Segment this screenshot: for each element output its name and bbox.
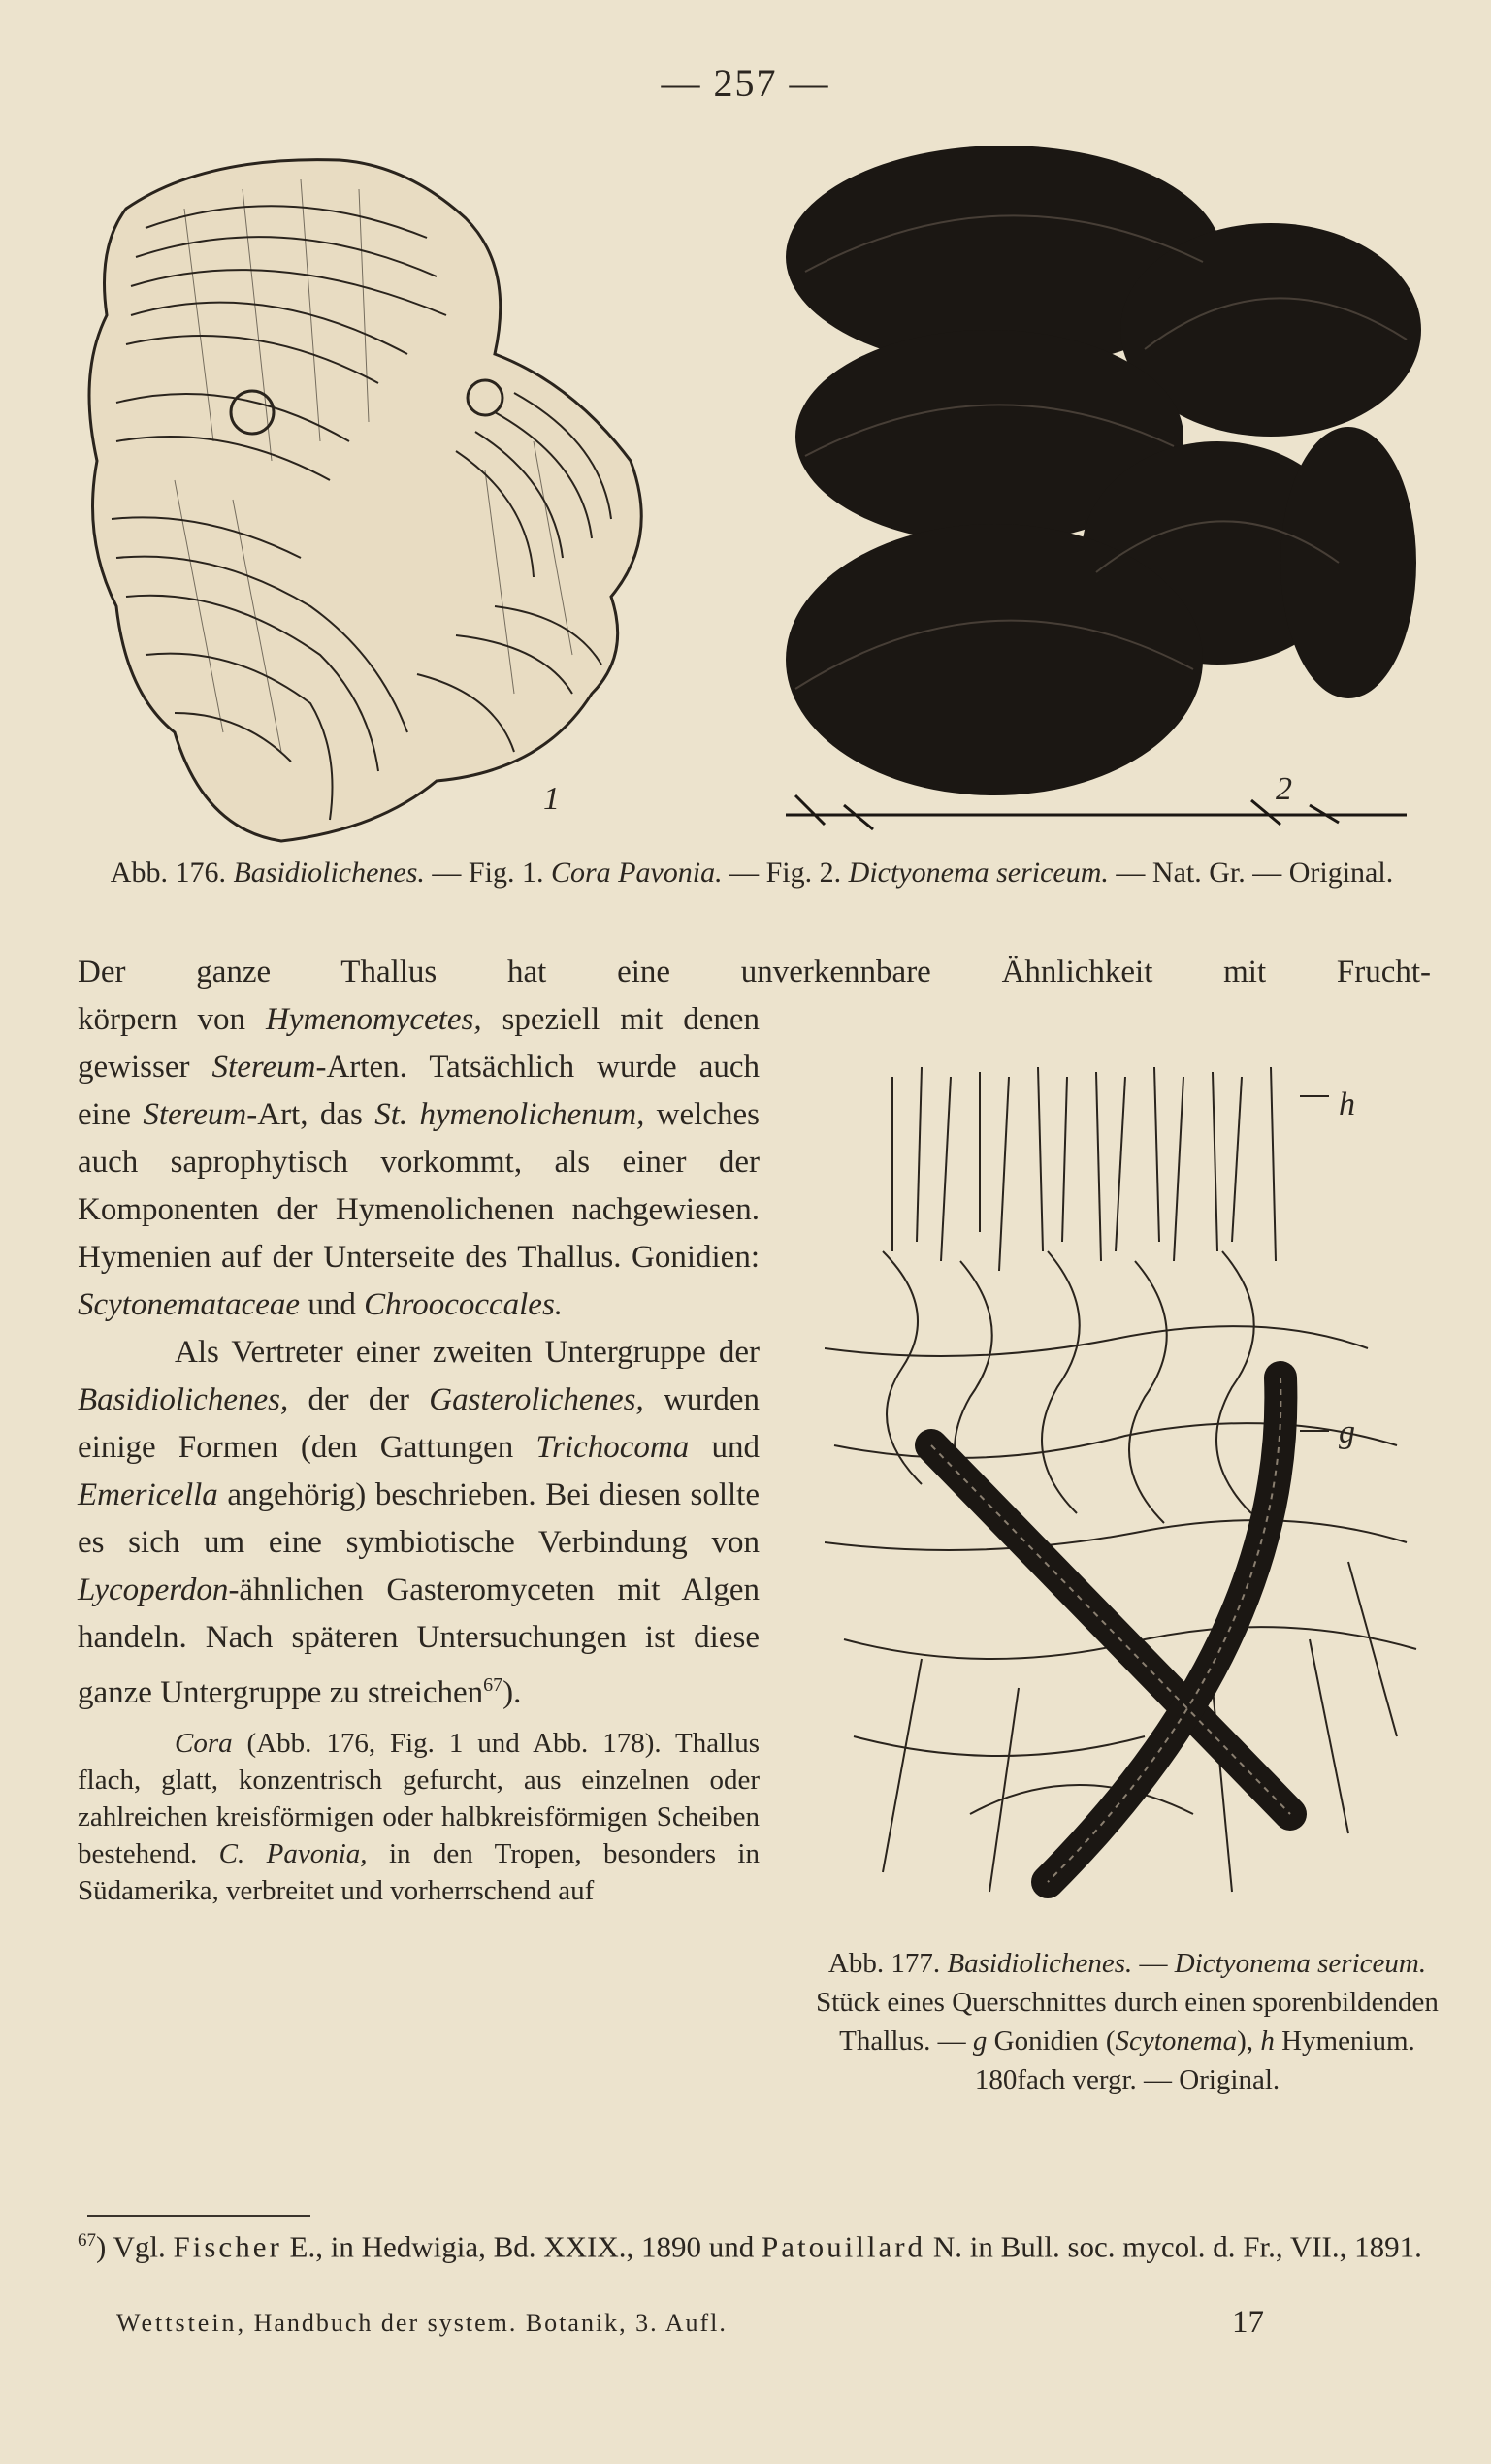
caption-176-abb: Abb. 176. [110,857,226,889]
figure-176-fig2-dictyonema-illustration [786,146,1426,844]
paragraph-1-rest [78,996,760,1329]
figure-176-caption [78,854,1426,892]
caption-177-g: g [972,2026,988,2057]
taxon-lycoperdon: Lycoperdon [78,1572,229,1607]
caption-177-group: Basidiolichenes. [947,1948,1133,1979]
caption-177-sep: — [1132,1948,1175,1979]
figure-177-caption [813,1944,1442,2099]
footnote-reference: 67 [483,1674,503,1696]
caption-177-text: ), [1237,2026,1261,2057]
caption-176-sep1: — Fig. 1. [424,857,551,889]
taxon-stereum: Stereum [143,1097,247,1132]
left-text-column [78,996,760,1909]
text-run: (Abb. 176, Fig. 1 und Abb. 178). Thallus flach, glatt, konzentrisch gefurcht, aus einzelnen oder zahlreichen kreisförmigen oder halbkreisförmigen Scheiben bestehend. [78,1728,760,1869]
text-run: ) Vgl. [96,2229,174,2264]
taxon-cora: Cora [175,1728,233,1759]
text-run: angehörig) beschrieben. Bei diesen sollte es sich um eine symbiotische Verbindung von [78,1477,760,1560]
caption-176-sep2: — Fig. 2. [722,857,849,889]
page-number: — 257 — [661,61,830,105]
author-patouillard: Patouillard [762,2229,926,2264]
sheet-signature: 17 [1232,2305,1264,2340]
footer-title: , Handbuch der system. Botanik, 3. Aufl. [237,2309,728,2337]
text-run: körpern von [78,1002,266,1037]
taxon-gasterolichenes: Gasterolichenes, [429,1382,644,1417]
caption-177-text: Hymenium. 180fach vergr. — Original. [974,2026,1415,2095]
taxon-st-hymenolichenum: St. hymenolichenum, [374,1097,645,1132]
text-run: E., in Hedwigia, Bd. XXIX., 1890 und [281,2229,762,2264]
text-run: speziell mit denen gewisser [78,1002,760,1085]
figure-176-fig1-cora-illustration [87,150,660,849]
caption-177-h: h [1260,2026,1275,2057]
text-run: und [689,1430,761,1465]
footer-author: Wettstein [116,2309,238,2337]
caption-176-tail: — Nat. Gr. — Original. [1108,857,1394,889]
figure-177-cross-section-illustration [825,1057,1426,1930]
text-run: welches auch saprophytisch vorkommt, als einer der Komponenten der Hymenolichenen nachgewiesen. Hymenien auf der Unterseite des Thallus. Gonidien: [78,1097,760,1275]
caption-177-abb: Abb. 177. [827,1948,941,1979]
paragraph-1-first-line: Der ganze Thallus hat eine unverkennbare Ähnlichkeit mit Frucht- [78,955,1431,989]
text-run: der der [288,1382,430,1417]
footnote-mark: 67 [78,2230,96,2251]
paragraph-3-cora [78,1725,760,1909]
figure-177-label-g: g [1339,1414,1355,1450]
taxon-scytonemataceae: Scytonemataceae [78,1287,301,1322]
text-run: ). [502,1675,522,1710]
text-run: -Arten. Tatsächlich wurde auch eine [78,1050,760,1132]
caption-176-group: Basidiolichenes. [233,857,425,889]
running-footer [116,2309,728,2338]
taxon-stereum: Stereum [211,1050,316,1085]
taxon-basidiolichenes: Basidiolichenes, [78,1382,289,1417]
taxon-hymenomycetes: Hymenomycetes, [265,1002,482,1037]
taxon-c-pavonia: C. Pavonia, [218,1838,368,1869]
text-run: Als Vertreter einer zweiten Untergruppe der [175,1335,760,1370]
text-run: in den Tropen, besonders in Südamerika, verbreitet und vorherrschend auf [78,1838,760,1906]
footnote-divider [87,2215,310,2217]
paragraph-2 [78,1329,760,1717]
caption-177-scytonema: Scytonema [1115,2026,1238,2057]
footnote-67 [78,2220,1436,2268]
caption-177-text: Stück eines Querschnittes durch einen sporenbildenden Thallus. — [816,1987,1439,2057]
caption-176-species1: Cora Pavonia. [550,857,723,889]
text-run: -Art, das [246,1097,375,1132]
caption-176-species2: Dictyonema sericeum. [848,857,1109,889]
text-run: wurden einige Formen (den Gattungen [78,1382,760,1465]
figure-176-fig1-label: 1 [543,781,560,817]
figure-176-fig2-label: 2 [1276,771,1292,807]
caption-177-text: Gonidien ( [987,2026,1116,2057]
text-run: N. in Bull. soc. mycol. d. Fr., VII., 1891. [925,2229,1422,2264]
taxon-emericella: Emericella [78,1477,218,1512]
figure-177-label-h: h [1339,1086,1355,1122]
text-run: und [300,1287,365,1322]
text-run: -ähnlichen Gasteromyceten mit Algen handeln. Nach späteren Untersuchungen ist diese ganze Untergruppe zu streichen [78,1572,760,1710]
taxon-trichocoma: Trichocoma [535,1430,690,1465]
author-fischer: Fischer [173,2229,282,2264]
caption-177-species: Dictyonema sericeum. [1174,1948,1427,1979]
taxon-chroococcales: Chroococcales. [364,1287,564,1322]
